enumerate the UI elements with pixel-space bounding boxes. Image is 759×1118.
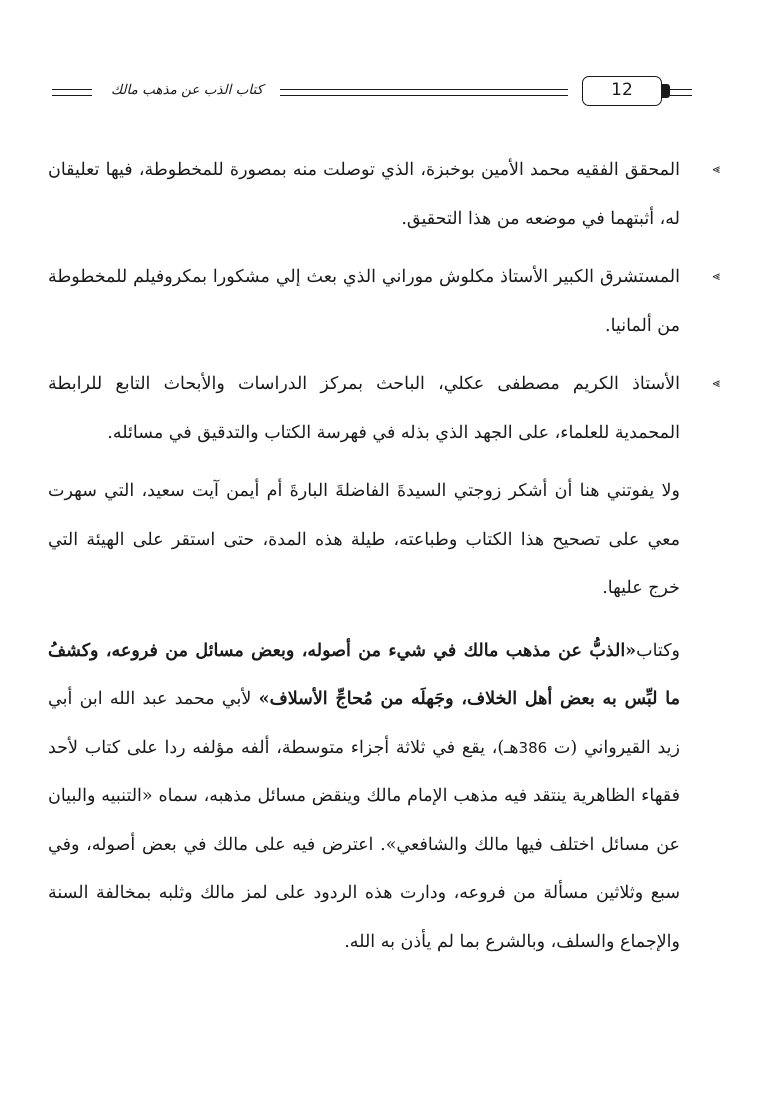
paragraph-thanks: ولا يفوتني هنا أن أشكر زوجتي السيدةَ الفاضلةَ البارةَ أم أيمن آيت سعيد، التي سهرت معي على تصحيح هذا الكتاب وطباعته، طيلة هذه المدة، حتى استقر على الهيئة التي خرج عليها. [48, 481, 680, 598]
page-number: 12 [611, 80, 633, 100]
list-item-text: الأستاذ الكريم مصطفى عكلي، الباحث بمركز الدراسات والأبحاث التابع للرابطة المحمدية للعلماء، على الجهد الذي بذله في فهرسة الكتاب والتدقيق في مسائله. [48, 374, 680, 443]
running-title: كتاب الذب عن مذهب مالك [110, 82, 263, 98]
page-header [30, 72, 672, 112]
header-rule-right [670, 89, 692, 96]
page-body [48, 146, 720, 966]
list-item-text: المحقق الفقيه محمد الأمين بوخبزة، الذي توصلت منه بمصورة للمخطوطة، فيها تعليقان له، أثبتهما في موضعه من هذا التحقيق. [48, 160, 680, 229]
author-text: لأبي محمد عبد الله ابن أبي زيد القيرواني (ت [48, 689, 680, 758]
page-number-box [582, 76, 662, 106]
list-item-text: المستشرق الكبير الأستاذ مكلوش موراني الذي بعث إلي مشكورا بمكروفيلم للمخطوطة من ألمانيا. [48, 267, 680, 336]
book-title: «الذبُّ عن مذهب مالك في شيء من أصوله، وبعض مسائل من فروعه، وكشفُ ما لبِّس به بعض أهل الخلاف، وجَهلَه من مُحاجِّ الأسلاف» [48, 640, 680, 709]
acknowledgements-list [48, 146, 720, 457]
death-year: 386 [518, 738, 548, 757]
description-text: هـ)، يقع في ثلاثة أجزاء متوسطة، ألفه مؤلفه ردا على كتاب لأحد فقهاء الظاهرية ينتقد فيه مذهب الإمام مالك وينقض مسائل مذهبه، سماه «التنبيه والبيان عن مسائل اختلف فيها مالك والشافعي». اعترض فيه على مالك في بعض أصوله، وفي سبع وثلاثين مسألة من فروعه، ودارت هذه الردود على لمز مالك وثلبه بمخالفة السنة والإجماع والسلف، وبالشرع بما لم يأذن به الله. [48, 737, 680, 952]
header-rule-left [52, 89, 92, 96]
bullet-marker-icon: ⪢ [712, 269, 720, 284]
paragraph-lead: وكتاب [636, 640, 680, 661]
list-item [48, 146, 720, 243]
list-item [48, 253, 720, 350]
bullet-marker-icon: ⪢ [712, 162, 720, 177]
list-item [48, 360, 720, 457]
header-rule-middle [280, 89, 568, 96]
page-tab-ornament [662, 84, 670, 98]
bullet-marker-icon: ⪢ [712, 376, 720, 391]
paragraph-book-description [48, 627, 680, 967]
